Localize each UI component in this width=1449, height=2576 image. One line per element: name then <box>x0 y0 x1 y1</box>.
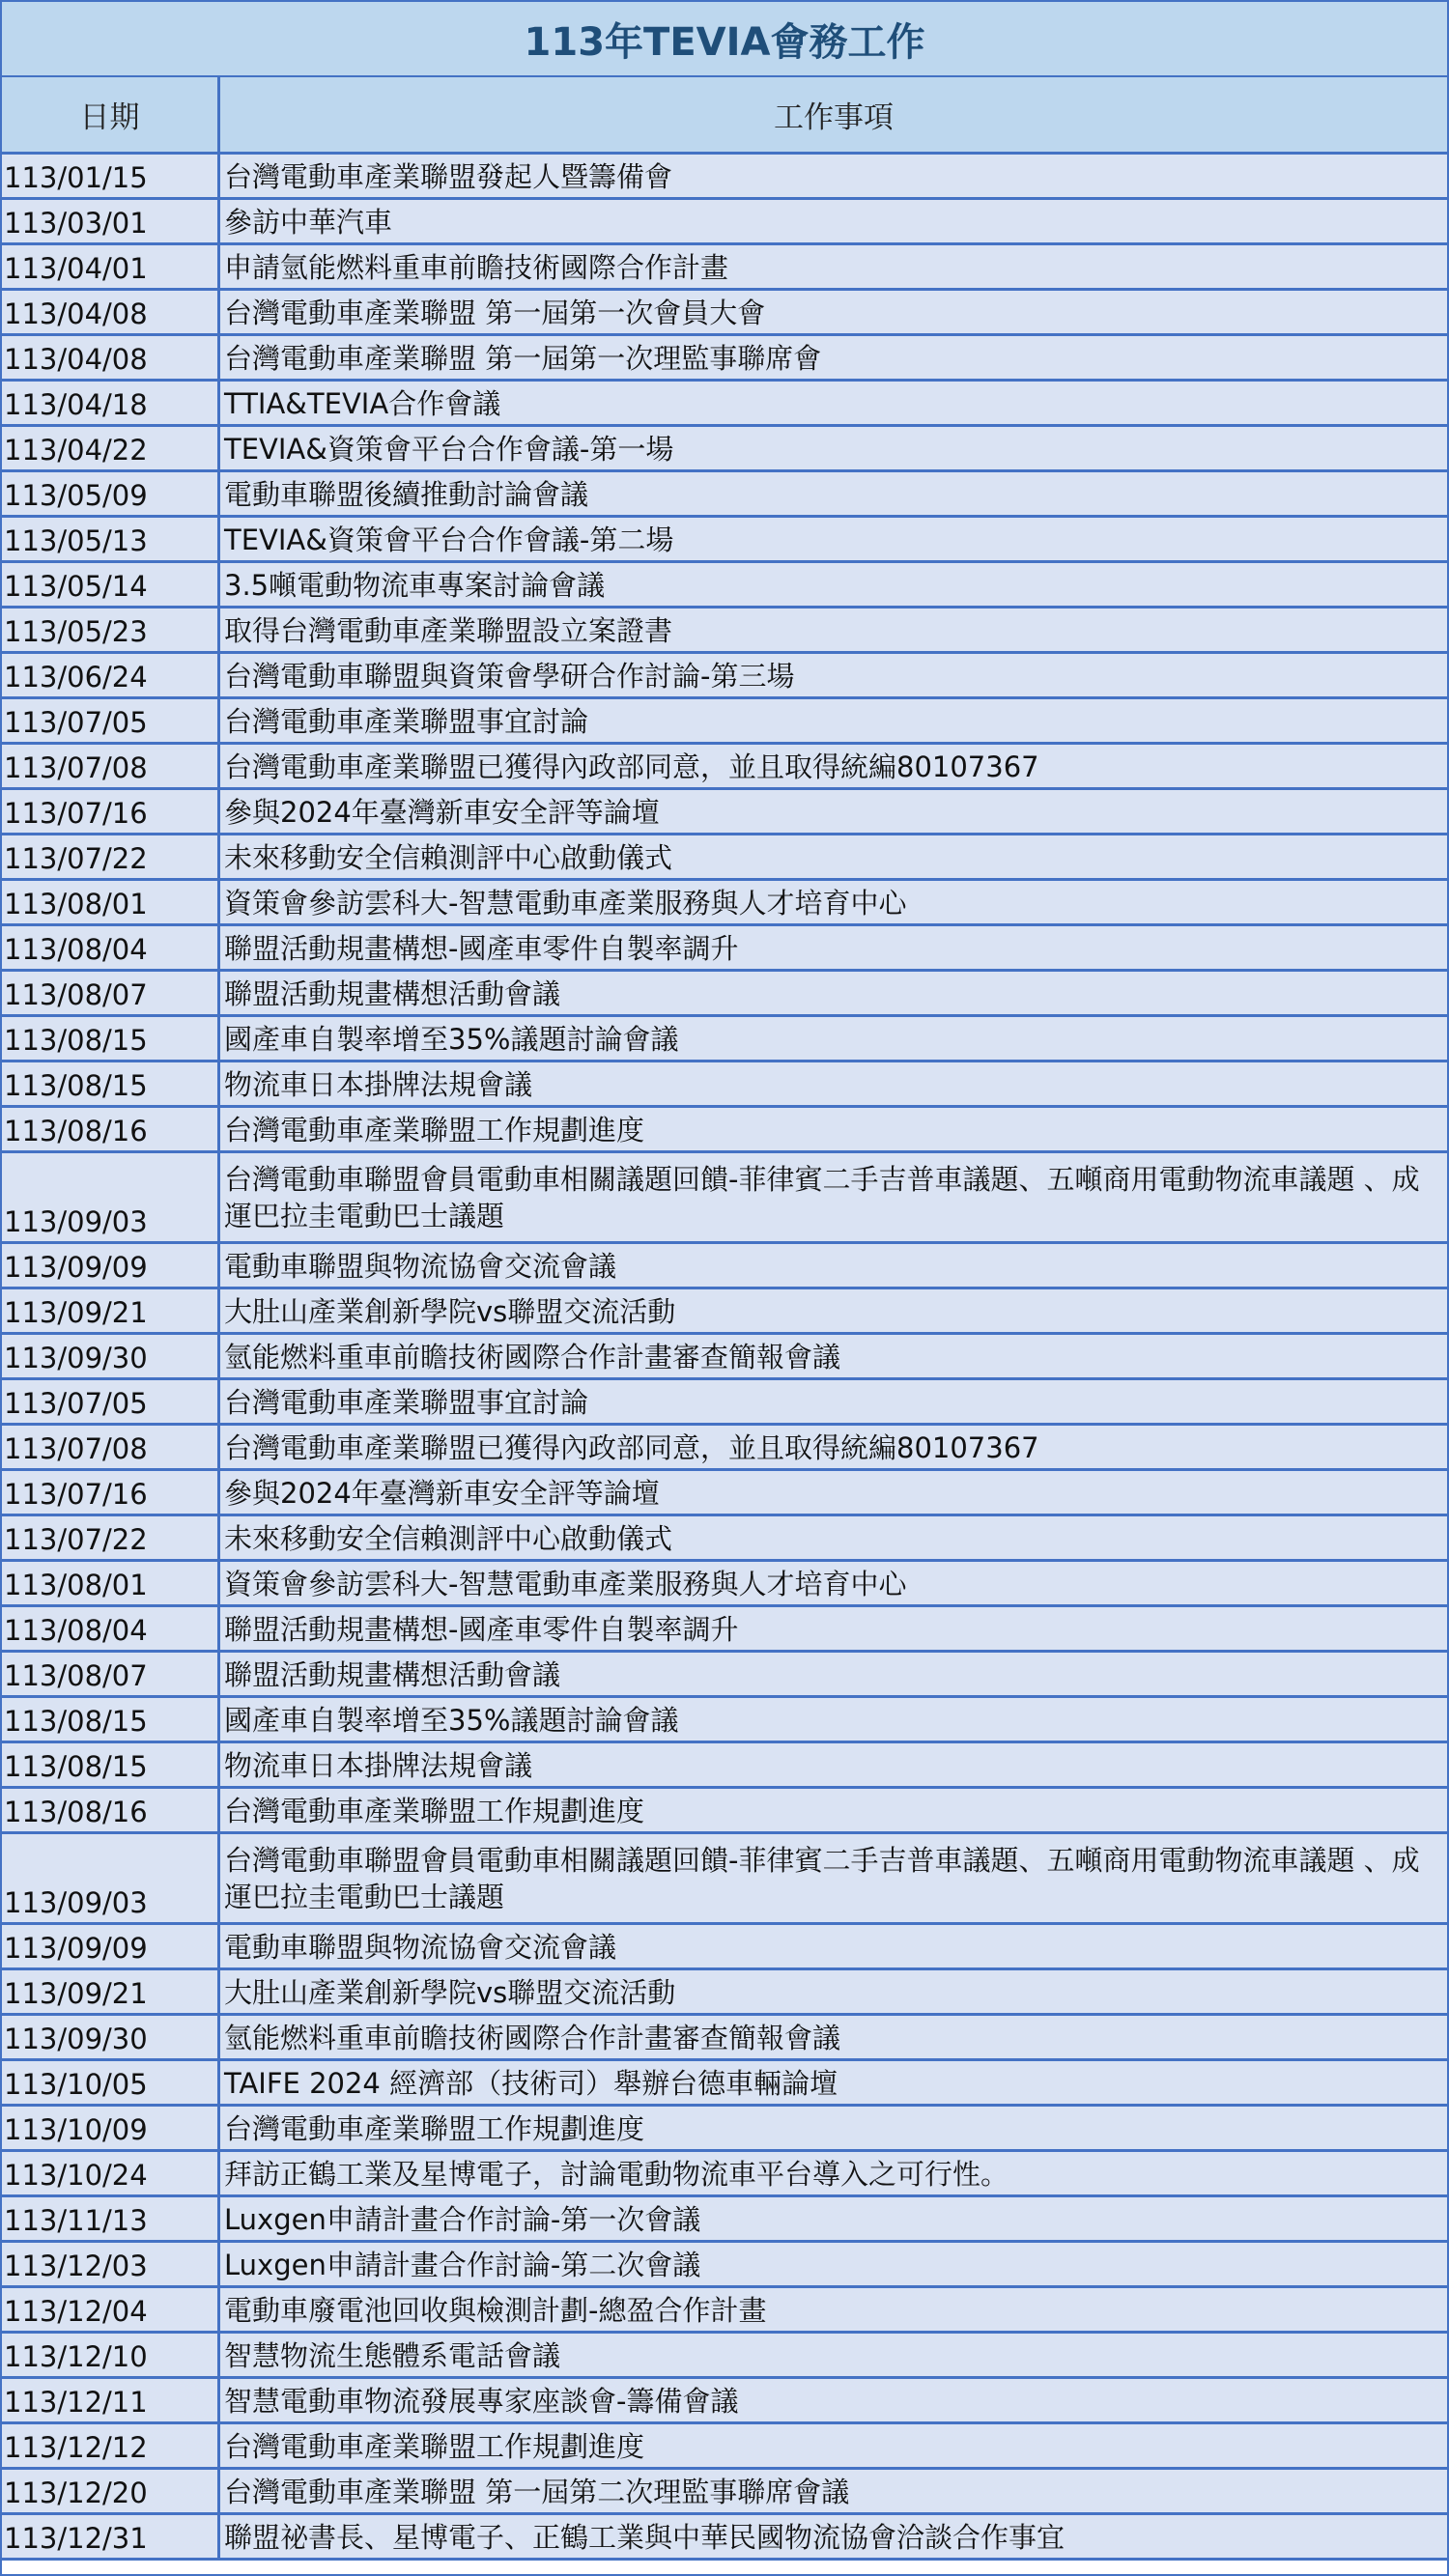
table-row <box>2 1789 1447 1834</box>
row-task-text: 電動車聯盟後續推動討論會議 <box>224 478 589 511</box>
table-row <box>2 1607 1447 1653</box>
row-date: 113/07/08 <box>4 1432 148 1465</box>
table-row <box>2 1062 1447 1108</box>
row-task <box>217 472 1447 515</box>
table-row <box>2 2334 1447 2379</box>
row-task-text: 台灣電動車產業聯盟 第一屆第一次理監事聯席會 <box>224 342 822 375</box>
row-task <box>217 2197 1447 2240</box>
row-date: 113/05/23 <box>4 615 148 648</box>
row-date: 113/09/03 <box>4 1886 148 1919</box>
row-task-text: TEVIA&資策會平台合作會議-第二場 <box>224 524 674 556</box>
table-row <box>2 1653 1447 1698</box>
row-task <box>217 1653 1447 1695</box>
row-task-text: 智慧電動車物流發展專家座談會-籌備會議 <box>224 2385 739 2418</box>
row-task <box>217 1289 1447 1332</box>
row-date: 113/08/01 <box>4 888 148 920</box>
table-row <box>2 1516 1447 1562</box>
row-task-text: 台灣電動車產業聯盟發起人暨籌備會 <box>224 160 673 193</box>
row-task-text: 台灣電動車產業聯盟工作規劃進度 <box>224 1795 645 1827</box>
row-task <box>217 2243 1447 2285</box>
row-date: 113/08/16 <box>4 1796 148 1828</box>
row-task-text: 未來移動安全信賴測評中心啟動儀式 <box>224 841 673 874</box>
row-task-text: 聯盟活動規畫構想活動會議 <box>224 1658 561 1691</box>
row-date: 113/10/05 <box>4 2068 148 2101</box>
row-task-text: 台灣電動車聯盟與資策會學研合作討論-第三場 <box>224 660 795 693</box>
row-task <box>217 1426 1447 1468</box>
row-date: 113/07/22 <box>4 842 148 875</box>
row-date: 113/08/16 <box>4 1115 148 1147</box>
row-task <box>217 1834 1447 1922</box>
row-task <box>217 382 1447 424</box>
table-row <box>2 2061 1447 2107</box>
row-date: 113/04/01 <box>4 252 148 285</box>
row-date: 113/07/16 <box>4 1478 148 1511</box>
table-row <box>2 1925 1447 1970</box>
row-date: 113/04/22 <box>4 434 148 467</box>
row-task <box>217 790 1447 833</box>
row-date: 113/12/03 <box>4 2250 148 2282</box>
row-task-text: 台灣電動車產業聯盟工作規劃進度 <box>224 2112 645 2145</box>
row-date: 113/04/08 <box>4 297 148 330</box>
table-row <box>2 2424 1447 2470</box>
table-row <box>2 1834 1447 1925</box>
row-task <box>217 1062 1447 1105</box>
row-task-text: 台灣電動車聯盟會員電動車相關議題回饋-菲律賓二手吉普車議題、五噸商用電動物流車議題 、成運巴拉圭電動巴士議題 <box>224 1162 1420 1232</box>
table-row <box>2 1244 1447 1289</box>
page-title: 113年TEVIA會務工作 <box>2 2 1447 77</box>
column-header-task: 工作事項 <box>217 77 1447 152</box>
row-date: 113/12/12 <box>4 2431 148 2464</box>
row-task-text: TAIFE 2024 經濟部（技術司）舉辦台德車輛論壇 <box>224 2067 838 2100</box>
row-task-text: 未來移動安全信賴測評中心啟動儀式 <box>224 1522 673 1555</box>
row-task-text: 取得台灣電動車產業聯盟設立案證書 <box>224 614 673 647</box>
row-date: 113/07/16 <box>4 797 148 830</box>
row-date: 113/12/20 <box>4 2477 148 2509</box>
row-task <box>217 1244 1447 1287</box>
row-task <box>217 245 1447 288</box>
row-task <box>217 2424 1447 2467</box>
row-task-text: 台灣電動車產業聯盟工作規劃進度 <box>224 1114 645 1146</box>
row-task <box>217 563 1447 606</box>
row-task-text: 台灣電動車產業聯盟事宜討論 <box>224 1386 589 1419</box>
row-date: 113/10/09 <box>4 2113 148 2146</box>
table-row <box>2 699 1447 745</box>
table-row <box>2 245 1447 291</box>
row-date: 113/08/04 <box>4 1614 148 1647</box>
table-row <box>2 1380 1447 1426</box>
row-task <box>217 155 1447 197</box>
row-task <box>217 2288 1447 2331</box>
row-date: 113/09/21 <box>4 1296 148 1329</box>
table-row <box>2 609 1447 654</box>
table-row <box>2 2016 1447 2061</box>
row-date: 113/08/15 <box>4 1750 148 1783</box>
row-date: 113/09/03 <box>4 1205 148 1238</box>
column-header-date: 日期 <box>79 100 140 135</box>
row-date: 113/10/24 <box>4 2159 148 2192</box>
row-task <box>217 972 1447 1014</box>
row-task <box>217 518 1447 560</box>
row-task <box>217 2470 1447 2512</box>
row-task <box>217 2016 1447 2058</box>
row-date: 113/08/15 <box>4 1069 148 1102</box>
row-task <box>217 1017 1447 1060</box>
row-task <box>217 1153 1447 1241</box>
row-date: 113/12/11 <box>4 2386 148 2419</box>
table-row <box>2 1698 1447 1743</box>
row-task-text: 大肚山產業創新學院vs聯盟交流活動 <box>224 1295 676 1328</box>
table-row <box>2 2515 1447 2561</box>
table-row <box>2 1743 1447 1789</box>
table-row <box>2 2152 1447 2197</box>
table-row <box>2 291 1447 336</box>
row-task-text: 台灣電動車產業聯盟已獲得內政部同意，並且取得統編80107367 <box>224 750 1039 783</box>
row-task-text: 聯盟活動規畫構想活動會議 <box>224 977 561 1010</box>
row-date: 113/11/13 <box>4 2204 148 2237</box>
row-task <box>217 427 1447 469</box>
row-date: 113/04/18 <box>4 388 148 421</box>
row-task-text: 資策會參訪雲科大-智慧電動車產業服務與人才培育中心 <box>224 887 907 920</box>
row-task <box>217 200 1447 242</box>
row-task-text: 台灣電動車產業聯盟工作規劃進度 <box>224 2430 645 2463</box>
row-task <box>217 1516 1447 1559</box>
row-date: 113/08/15 <box>4 1024 148 1057</box>
row-task-text: 智慧物流生態體系電話會議 <box>224 2339 561 2372</box>
row-task <box>217 1335 1447 1377</box>
table-row <box>2 972 1447 1017</box>
table-row <box>2 336 1447 382</box>
row-date: 113/08/07 <box>4 1659 148 1692</box>
row-task <box>217 291 1447 333</box>
row-task <box>217 1562 1447 1604</box>
row-date: 113/09/30 <box>4 1342 148 1374</box>
row-task <box>217 1925 1447 1967</box>
row-date: 113/04/08 <box>4 343 148 376</box>
table-row <box>2 835 1447 881</box>
table-row <box>2 1289 1447 1335</box>
row-task <box>217 1108 1447 1150</box>
row-task-text: 氫能燃料重車前瞻技術國際合作計畫審查簡報會議 <box>224 2022 841 2054</box>
row-date: 113/09/21 <box>4 1977 148 2010</box>
row-task <box>217 2334 1447 2376</box>
row-date: 113/08/15 <box>4 1705 148 1738</box>
row-task-text: 物流車日本掛牌法規會議 <box>224 1068 533 1101</box>
row-task <box>217 881 1447 923</box>
table-row <box>2 427 1447 472</box>
row-task <box>217 1607 1447 1650</box>
row-date: 113/06/24 <box>4 661 148 694</box>
row-date: 113/08/01 <box>4 1569 148 1601</box>
row-date: 113/07/05 <box>4 706 148 739</box>
row-task <box>217 336 1447 379</box>
row-task <box>217 1789 1447 1831</box>
row-date: 113/07/05 <box>4 1387 148 1420</box>
row-date: 113/05/14 <box>4 570 148 603</box>
table-row <box>2 382 1447 427</box>
row-date: 113/07/22 <box>4 1523 148 1556</box>
table-row <box>2 2379 1447 2424</box>
row-task-text: 電動車聯盟與物流協會交流會議 <box>224 1250 617 1283</box>
row-task-text: TTIA&TEVIA合作會議 <box>224 387 501 420</box>
row-date: 113/05/13 <box>4 524 148 557</box>
table-row <box>2 200 1447 245</box>
row-task <box>217 2515 1447 2558</box>
table-row <box>2 1970 1447 2016</box>
table-row <box>2 155 1447 200</box>
row-task-text: 參與2024年臺灣新車安全評等論壇 <box>224 796 660 829</box>
row-task-text: 物流車日本掛牌法規會議 <box>224 1749 533 1782</box>
row-task-text: 台灣電動車產業聯盟事宜討論 <box>224 705 589 738</box>
row-date: 113/09/09 <box>4 1251 148 1284</box>
row-task-text: 3.5噸電動物流車專案討論會議 <box>224 569 606 602</box>
row-task-text: 聯盟祕書長、星博電子、正鶴工業與中華民國物流協會洽談合作事宜 <box>224 2521 1065 2554</box>
table-row <box>2 1017 1447 1062</box>
row-task-text: Luxgen申請計畫合作討論-第二次會議 <box>224 2249 701 2281</box>
row-task-text: 台灣電動車產業聯盟已獲得內政部同意，並且取得統編80107367 <box>224 1431 1039 1464</box>
table-row <box>2 563 1447 609</box>
row-date: 113/12/10 <box>4 2340 148 2373</box>
row-task <box>217 745 1447 787</box>
row-date: 113/12/04 <box>4 2295 148 2328</box>
table-row <box>2 1153 1447 1244</box>
row-task <box>217 2152 1447 2194</box>
table-row <box>2 790 1447 835</box>
table-row <box>2 2470 1447 2515</box>
row-task-text: 聯盟活動規畫構想-國產車零件自製率調升 <box>224 932 739 965</box>
row-date: 113/09/09 <box>4 1932 148 1965</box>
row-task <box>217 926 1447 969</box>
row-date: 113/05/09 <box>4 479 148 512</box>
table-row <box>2 745 1447 790</box>
row-task <box>217 2061 1447 2104</box>
row-task <box>217 835 1447 878</box>
row-task-text: TEVIA&資策會平台合作會議-第一場 <box>224 433 674 466</box>
row-task <box>217 699 1447 742</box>
row-task <box>217 1970 1447 2013</box>
row-date: 113/08/07 <box>4 978 148 1011</box>
table-row <box>2 2288 1447 2334</box>
row-task-text: Luxgen申請計畫合作討論-第一次會議 <box>224 2203 701 2236</box>
table-header <box>2 77 1447 155</box>
row-date: 113/03/01 <box>4 207 148 240</box>
row-task-text: 電動車廢電池回收與檢測計劃-總盈合作計畫 <box>224 2294 767 2327</box>
row-task-text: 申請氫能燃料重車前瞻技術國際合作計畫 <box>224 251 729 284</box>
table-row <box>2 472 1447 518</box>
row-task <box>217 1743 1447 1786</box>
row-task <box>217 654 1447 696</box>
row-task <box>217 1380 1447 1423</box>
row-task <box>217 609 1447 651</box>
row-task-text: 參與2024年臺灣新車安全評等論壇 <box>224 1477 660 1510</box>
table-row <box>2 1471 1447 1516</box>
table-row <box>2 2243 1447 2288</box>
row-date: 113/07/08 <box>4 751 148 784</box>
row-task-text: 資策會參訪雲科大-智慧電動車產業服務與人才培育中心 <box>224 1568 907 1600</box>
row-date: 113/01/15 <box>4 161 148 194</box>
row-task-text: 台灣電動車聯盟會員電動車相關議題回饋-菲律賓二手吉普車議題、五噸商用電動物流車議題 、成運巴拉圭電動巴士議題 <box>224 1843 1420 1913</box>
table-row <box>2 881 1447 926</box>
table-row <box>2 1335 1447 1380</box>
row-task-text: 氫能燃料重車前瞻技術國際合作計畫審查簡報會議 <box>224 1341 841 1373</box>
row-task <box>217 1471 1447 1514</box>
row-task <box>217 1698 1447 1741</box>
row-task-text: 台灣電動車產業聯盟 第一屆第二次理監事聯席會議 <box>224 2476 850 2508</box>
row-task-text: 聯盟活動規畫構想-國產車零件自製率調升 <box>224 1613 739 1646</box>
table-row <box>2 518 1447 563</box>
table-row <box>2 926 1447 972</box>
table-row <box>2 1426 1447 1471</box>
row-task-text: 大肚山產業創新學院vs聯盟交流活動 <box>224 1976 676 2009</box>
row-date: 113/08/04 <box>4 933 148 966</box>
row-task-text: 拜訪正鶴工業及星博電子，討論電動物流車平台導入之可行性。 <box>224 2158 1009 2191</box>
table-row <box>2 1562 1447 1607</box>
table-row <box>2 2107 1447 2152</box>
table-body <box>2 155 1447 2561</box>
row-task-text: 電動車聯盟與物流協會交流會議 <box>224 1931 617 1964</box>
row-date: 113/09/30 <box>4 2023 148 2055</box>
table-row <box>2 2197 1447 2243</box>
row-task-text: 國產車自製率增至35%議題討論會議 <box>224 1023 679 1056</box>
table-row <box>2 1108 1447 1153</box>
row-task-text: 國產車自製率增至35%議題討論會議 <box>224 1704 679 1737</box>
row-task-text: 參訪中華汽車 <box>224 206 393 239</box>
row-date: 113/12/31 <box>4 2522 148 2555</box>
row-task-text: 台灣電動車產業聯盟 第一屆第一次會員大會 <box>224 297 766 329</box>
table-row <box>2 654 1447 699</box>
row-task <box>217 2107 1447 2149</box>
row-task <box>217 2379 1447 2421</box>
